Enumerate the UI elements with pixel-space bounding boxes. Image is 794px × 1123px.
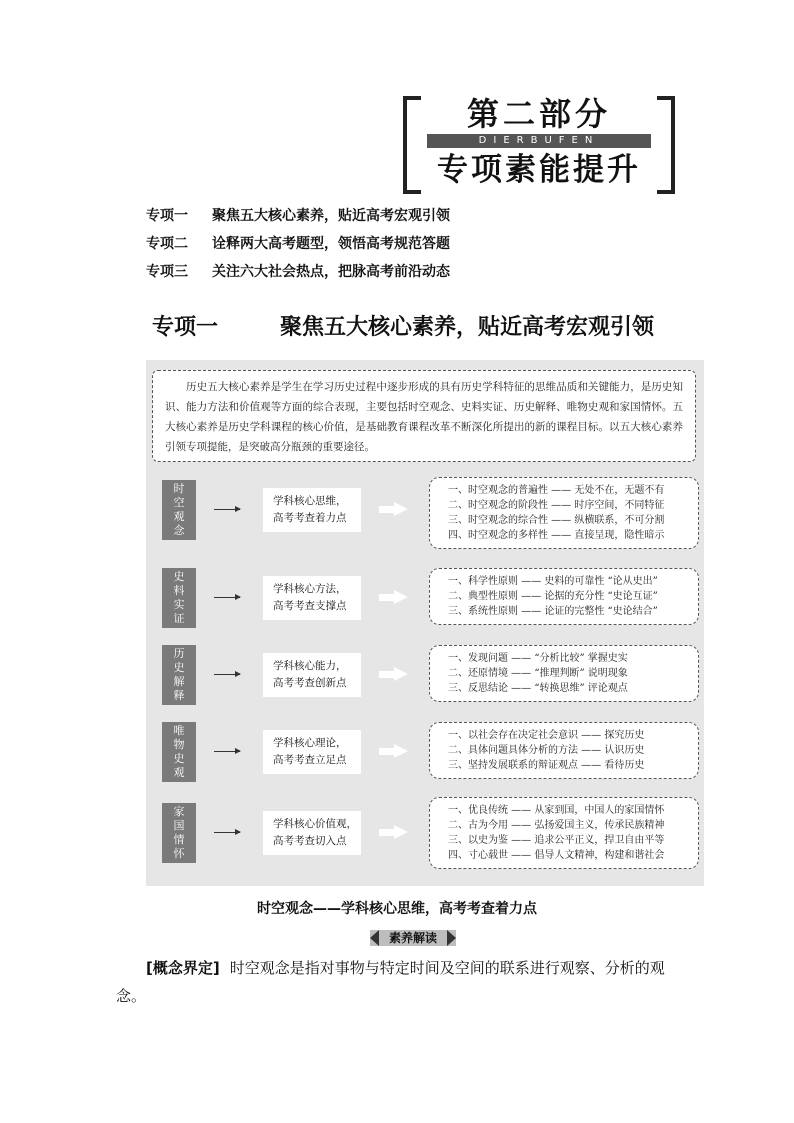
arrow-icon xyxy=(214,751,240,752)
block-arrow-icon xyxy=(379,825,409,840)
part-banner xyxy=(403,96,675,192)
block-arrow-icon xyxy=(379,590,409,605)
literacy-tag: 家国情怀 xyxy=(162,803,196,863)
block-arrow-icon xyxy=(379,502,409,517)
literacy-row xyxy=(146,568,704,638)
literacy-role-box: 学科核心价值观， 高考考查切入点 xyxy=(263,811,361,855)
toc-item[interactable]: 专项一 聚焦五大核心素养，贴近高考宏观引领 xyxy=(146,208,450,224)
literacy-row xyxy=(146,803,704,873)
section-title: 聚焦五大核心素养，贴近高考宏观引领 xyxy=(280,315,655,340)
literacy-role-box: 学科核心方法， 高考考查支撑点 xyxy=(263,576,361,620)
table-of-contents xyxy=(146,202,450,286)
literacy-detail-box: 一、科学性原则 —— 史料的可靠性 “论从史出” 二、典型性原则 —— 论据的充分性 “史论互证” 三、系统性原则 —— 论证的完整性 “史论结合” xyxy=(429,568,699,625)
literacy-detail-box: 一、以社会存在决定社会意识 —— 探究历史 二、具体问题具体分析的方法 —— 认识历史 三、坚持发展联系的辩证观点 —— 看待历史 xyxy=(429,722,699,779)
literacy-row xyxy=(146,480,704,550)
literacy-role-box: 学科核心理论， 高考考查立足点 xyxy=(263,730,361,774)
intro-box: 历史五大核心素养是学生在学习历史过程中逐步形成的具有历史学科特征的思维品质和关键能力，是历史知识、能力方法和价值观等方面的综合表现，主要包括时空观念、史料实证、历史解释、唯物史观和家国情怀。五大核心素养是历史学科课程的核心价值，是基础教育课程改革不断深化所提出的新的课程目标。以五大核心素养引领专项提能，是突破高分瓶颈的重要途径。 xyxy=(152,370,696,462)
literacy-tag: 历史解释 xyxy=(162,645,196,705)
literacy-role-box: 学科核心能力， 高考考查创新点 xyxy=(263,653,361,697)
part-pinyin: DIERBUFEN xyxy=(427,134,651,148)
concept-term: [概念界定] xyxy=(146,959,220,977)
part-title: 第二部分 xyxy=(466,95,611,133)
arrow-icon xyxy=(214,674,240,675)
literacy-detail-box: 一、时空观念的普遍性 —— 无处不在，无题不有 二、时空观念的阶段性 —— 时序空间，不同特征 三、时空观念的综合性 —— 纵横联系，不可分割 四、时空观念的多样性 —— 直接呈现，隐性暗示 xyxy=(429,477,699,549)
literacy-row xyxy=(146,722,704,792)
concept-paragraph xyxy=(116,954,686,1010)
literacy-tag: 唯物史观 xyxy=(162,722,196,782)
arrow-icon xyxy=(214,832,240,833)
literacy-detail-box: 一、发现问题 —— “分析比较” 掌握史实 二、还原情境 —— “推理判断” 说明现象 三、反思结论 —— “转换思维” 评论观点 xyxy=(429,645,699,702)
toc-item[interactable]: 专项三 关注六大社会热点，把脉高考前沿动态 xyxy=(146,264,450,280)
part-subtitle: 专项素能提升 xyxy=(437,152,641,188)
block-arrow-icon xyxy=(379,744,409,759)
literacy-role-box: 学科核心思维， 高考考查着力点 xyxy=(263,488,361,532)
arrow-icon xyxy=(214,597,240,598)
section-number: 专项一 xyxy=(152,315,219,340)
arrow-icon xyxy=(214,509,240,510)
literacy-tag: 时空观念 xyxy=(162,480,196,540)
core-literacy-diagram xyxy=(146,360,704,886)
block-arrow-icon xyxy=(379,667,409,682)
literacy-tag: 史料实证 xyxy=(162,568,196,628)
toc-item[interactable]: 专项二 诠释两大高考题型，领悟高考规范答题 xyxy=(146,236,450,252)
concept-text: 时空观念是指对事物与特定时间及空间的联系进行观察、分析的观念。 xyxy=(116,959,665,1005)
literacy-detail-box: 一、优良传统 —— 从家到国，中国人的家国情怀 二、古为今用 —— 弘扬爱国主义，传承民族精神 三、以史为鉴 —— 追求公平正义，捍卫自由平等 四、寸心载世 —— 倡导人文精神，构建和谐社会 xyxy=(429,797,699,869)
section-heading xyxy=(152,310,654,341)
literacy-row xyxy=(146,645,704,715)
section-badge: 素养解读 xyxy=(370,930,456,946)
subsection-title: 时空观念——学科核心思维，高考考查着力点 xyxy=(257,901,537,917)
